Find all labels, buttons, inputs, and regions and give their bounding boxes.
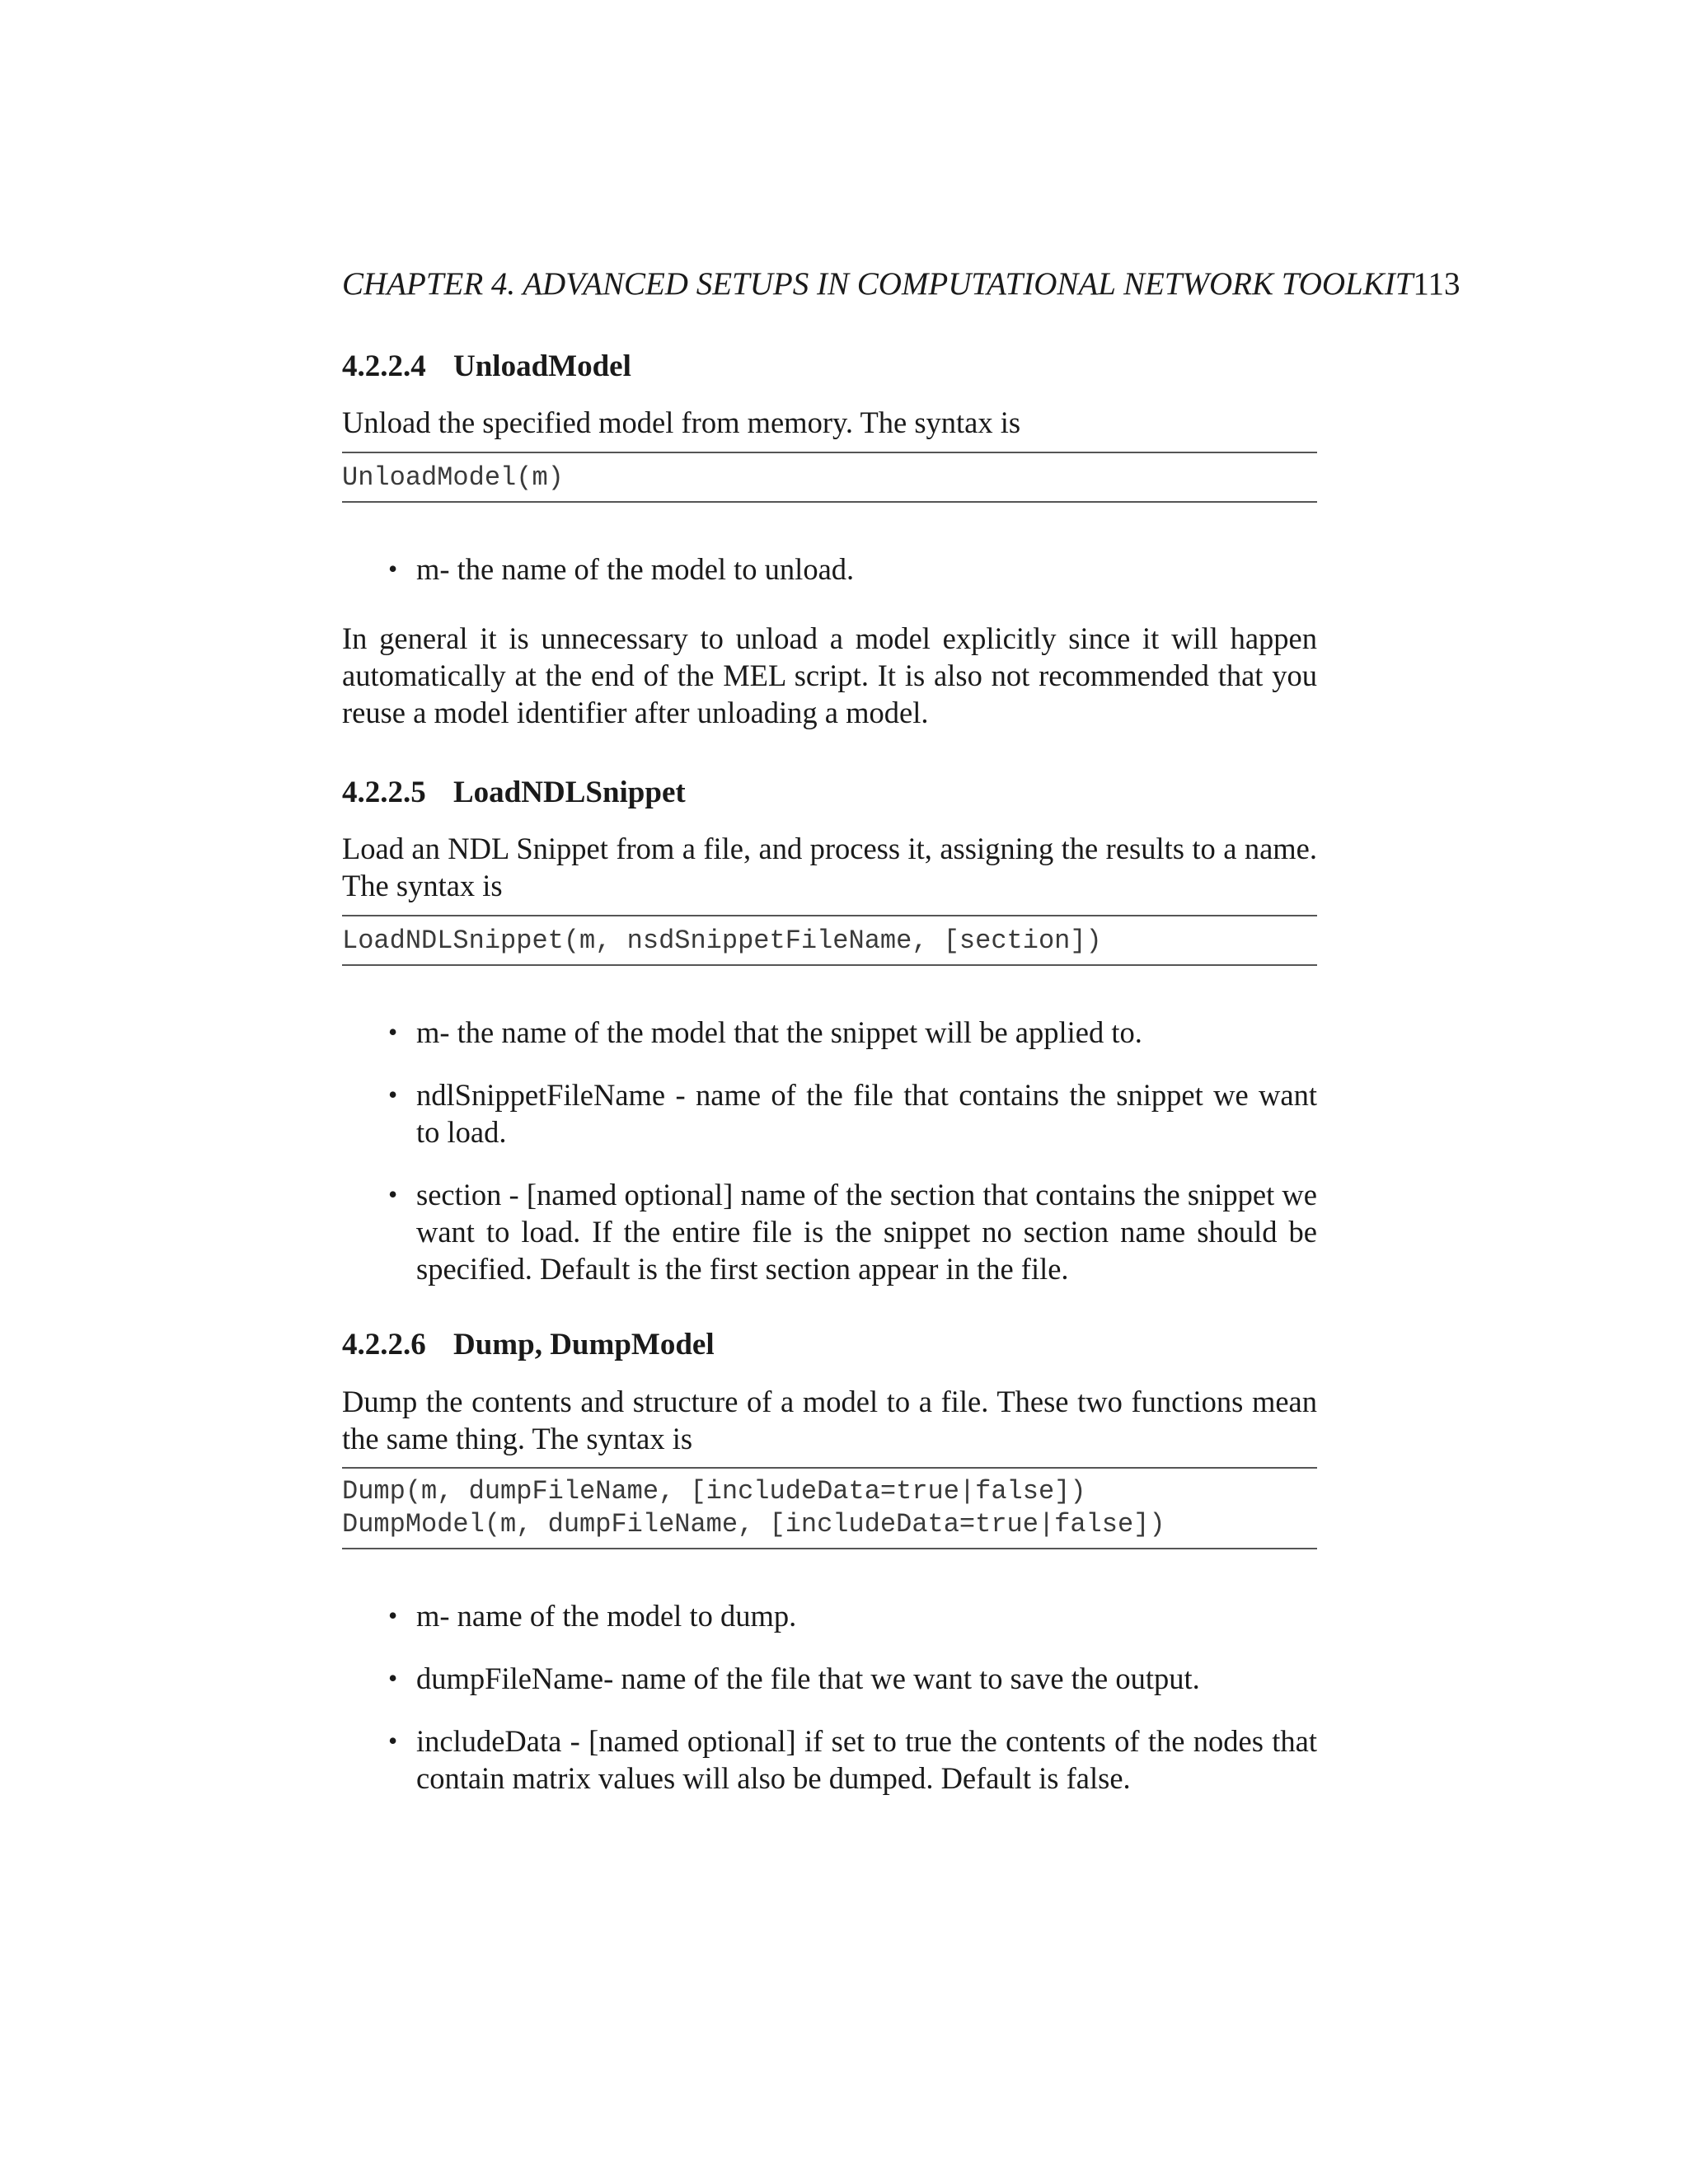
section-intro: Dump the contents and structure of a model to a file. These two functions mean the same thing. The syntax is — [342, 1385, 1317, 1455]
section-number: 4.2.2.4 — [342, 349, 426, 383]
page-number: 113 — [1413, 266, 1461, 302]
list-item: • m- the name of the model to unload. — [388, 552, 855, 586]
code-line: UnloadModel(m) — [342, 462, 564, 493]
bullet-icon: • — [388, 1179, 398, 1209]
list-item: • m- name of the model to dump. — [388, 1599, 797, 1633]
bullet-list — [342, 1014, 1317, 1287]
list-item: • m- the name of the model that the snippet will be applied to. — [388, 1015, 1142, 1049]
section-heading-loadndlsnippet — [342, 772, 686, 813]
code-line: Dump(m, dumpFileName, [includeData=true|false]) — [342, 1476, 1086, 1507]
bullet-icon: • — [388, 1726, 398, 1755]
code-line: DumpModel(m, dumpFileName, [includeData=true|false]) — [342, 1509, 1165, 1540]
bullet-icon: • — [388, 1017, 398, 1047]
bullet-icon: • — [388, 1080, 398, 1109]
section-heading-unloadmodel — [342, 346, 631, 387]
bullet-list — [342, 1597, 1317, 1797]
section-intro: Unload the specified model from memory. The syntax is — [342, 405, 1021, 439]
chapter-title: CHAPTER 4. ADVANCED SETUPS IN COMPUTATIONAL NETWORK TOOLKIT — [342, 266, 1414, 302]
section-title: UnloadModel — [453, 349, 631, 383]
running-header — [342, 262, 1461, 307]
section-number: 4.2.2.5 — [342, 776, 426, 809]
bullet-icon: • — [388, 1601, 398, 1630]
section-number: 4.2.2.6 — [342, 1328, 426, 1361]
list-item: • dumpFileName- name of the file that we want to save the output. — [388, 1661, 1200, 1695]
section-heading-dump — [342, 1324, 715, 1366]
section-title: LoadNDLSnippet — [453, 776, 686, 809]
code-block — [342, 452, 1317, 503]
list-item: • ndlSnippetFileName - name of the file that contains the snippet we want to load. — [388, 1078, 1317, 1149]
code-block — [342, 1467, 1317, 1549]
list-item: • includeData - [named optional] if set to true the contents of the nodes that contain matrix values will also be dumped. Default is false. — [388, 1724, 1317, 1795]
code-line: LoadNDLSnippet(m, nsdSnippetFileName, [section]) — [342, 926, 1102, 956]
section-paragraph: In general it is unnecessary to unload a model explicitly since it will happen automatically at the end of the MEL script. It is also not recommended that you reuse a model identifier after unloading a model. — [342, 621, 1317, 729]
section-title: Dump, DumpModel — [453, 1328, 715, 1361]
bullet-icon: • — [388, 1663, 398, 1693]
list-item: • section - [named optional] name of the section that contains the snippet we want to load. If the entire file is the snippet no section name should be specified. Default is the first section appear in the file. — [388, 1178, 1317, 1286]
code-block — [342, 915, 1317, 966]
bullet-list — [342, 551, 1317, 588]
bullet-icon: • — [388, 554, 398, 583]
section-intro: Load an NDL Snippet from a file, and process it, assigning the results to a name. The syntax is — [342, 832, 1317, 902]
